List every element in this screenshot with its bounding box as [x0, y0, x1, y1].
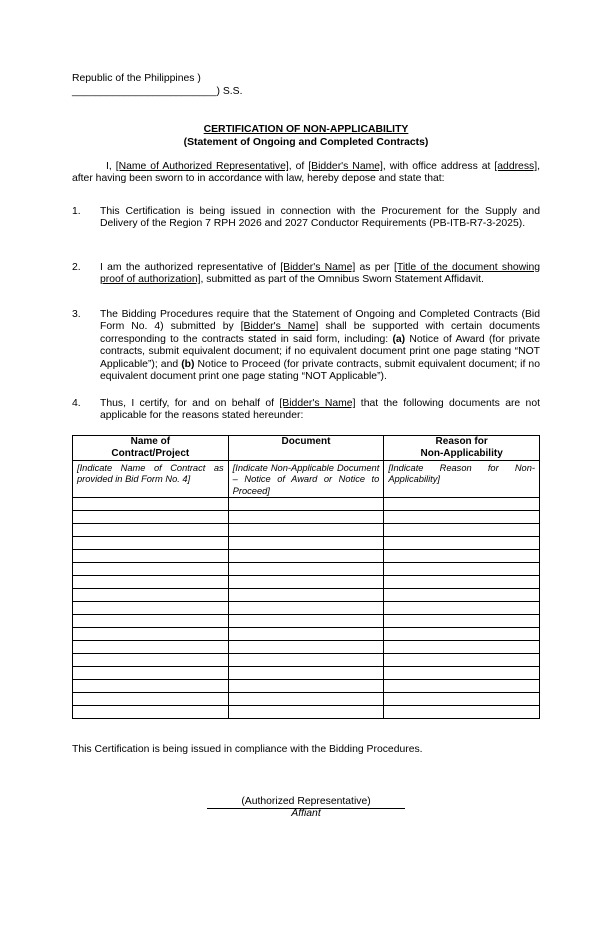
table-cell-reason[interactable] [384, 667, 540, 680]
document-title: CERTIFICATION OF NON-APPLICABILITY [203, 124, 409, 135]
venue-blank: _________________________ [72, 86, 217, 97]
affiant-label: Affiant [291, 808, 321, 819]
table-cell-reason[interactable] [384, 693, 540, 706]
guide-document-cell[interactable]: [Indicate Non-Applicable Document – Notice of Award or Notice to Proceed] [228, 461, 384, 498]
table-cell-document[interactable] [228, 654, 384, 667]
table-cell-document[interactable] [228, 511, 384, 524]
item-4-text-1: Thus, I certify, for and on behalf of [100, 398, 280, 409]
table-cell-contract[interactable] [73, 563, 229, 576]
bidder-name-placeholder: [Bidder's Name] [308, 161, 383, 172]
table-row [73, 550, 540, 563]
item-2-number: 2. [72, 262, 81, 273]
table-cell-contract[interactable] [73, 680, 229, 693]
table-cell-document[interactable] [228, 667, 384, 680]
table-cell-document[interactable] [228, 550, 384, 563]
table-cell-reason[interactable] [384, 615, 540, 628]
table-cell-contract[interactable] [73, 654, 229, 667]
table-cell-contract[interactable] [73, 511, 229, 524]
table-cell-document[interactable] [228, 628, 384, 641]
table-row [73, 628, 540, 641]
table-cell-contract[interactable] [73, 576, 229, 589]
item-4-number: 4. [72, 398, 81, 409]
table-cell-document[interactable] [228, 615, 384, 628]
table-cell-reason[interactable] [384, 524, 540, 537]
intro-text-1: I, [106, 161, 116, 172]
table-row [73, 641, 540, 654]
table-cell-contract[interactable] [73, 706, 229, 719]
item-3-text-3: Notice of Award (for private contracts, submit equivalent document; if no equivalent document print one page stating “NOT Applicable”); and [100, 333, 540, 370]
item-3-text-2: shall be supported with certain documents corresponding to the contracts stated in said form, including: [100, 321, 540, 345]
header-contract-line-2: Contract/Project [111, 447, 190, 459]
header-contract-line-1: Name of [130, 436, 171, 447]
table-cell-contract[interactable] [73, 537, 229, 550]
table-cell-contract[interactable] [73, 602, 229, 615]
table-cell-reason[interactable] [384, 680, 540, 693]
header-reason [384, 436, 540, 461]
table-cell-document[interactable] [228, 524, 384, 537]
table-cell-reason[interactable] [384, 550, 540, 563]
item-2-bidder-placeholder: [Bidder's Name] [280, 262, 356, 273]
table-cell-contract[interactable] [73, 524, 229, 537]
table-row [73, 511, 540, 524]
venue-line-1: Republic of the Philippines ) [72, 73, 201, 84]
item-3-text-1: The Bidding Procedures require that the Statement of Ongoing and Completed Contracts (Bid Form No. 4) submitted by [100, 309, 540, 333]
table-row [73, 680, 540, 693]
table-row [73, 537, 540, 550]
signature-name: (Authorized Representative) [241, 796, 371, 807]
table-cell-reason[interactable] [384, 563, 540, 576]
item-3-bidder-placeholder: [Bidder's Name] [240, 321, 319, 333]
item-2-text-2: as per [355, 262, 395, 273]
table-row [73, 615, 540, 628]
header-reason-line-1: Reason for [435, 436, 488, 447]
table-guide-row [73, 461, 540, 498]
table-cell-contract[interactable] [73, 693, 229, 706]
item-4-text-2: that the following documents are not applicable for the reasons stated hereunder: [100, 398, 540, 422]
guide-contract-cell[interactable]: [Indicate Name of Contract as provided in Bid Form No. 4] [73, 461, 229, 498]
intro-text-3: , with office address at [382, 161, 495, 172]
table-cell-reason[interactable] [384, 589, 540, 602]
table-row [73, 693, 540, 706]
intro-paragraph [72, 161, 540, 186]
header-document-line-1: Document [281, 436, 331, 447]
table-cell-document[interactable] [228, 589, 384, 602]
item-4-bidder-placeholder: [Bidder's Name] [279, 398, 356, 409]
table-cell-document[interactable] [228, 576, 384, 589]
table-cell-reason[interactable] [384, 576, 540, 589]
address-placeholder: [address] [494, 161, 538, 172]
table-cell-contract[interactable] [73, 589, 229, 602]
item-1-text: This Certification is being issued in connection with the Procurement for the Supply and Delivery of the Region 7 RPH 2026 and 2027 Conductor Requirements (PB-ITB-R7-3-2025). [100, 206, 540, 230]
document-subtitle: (Statement of Ongoing and Completed Contracts) [183, 137, 429, 148]
guide-reason-cell[interactable]: [Indicate Reason for Non-Applicability] [384, 461, 540, 498]
table-cell-contract[interactable] [73, 550, 229, 563]
table-cell-contract[interactable] [73, 628, 229, 641]
item-2-text [100, 262, 540, 287]
table-cell-reason[interactable] [384, 537, 540, 550]
table-row [73, 654, 540, 667]
table-cell-document[interactable] [228, 641, 384, 654]
item-4-text [100, 398, 540, 423]
item-3-text [100, 309, 540, 383]
intro-text-2: , of [288, 161, 309, 172]
table-row [73, 589, 540, 602]
table-row [73, 563, 540, 576]
table-cell-document[interactable] [228, 563, 384, 576]
table-cell-reason[interactable] [384, 641, 540, 654]
item-3-label-b: (b) [181, 358, 195, 370]
table-cell-reason[interactable] [384, 602, 540, 615]
intro-text-4: , after having been sworn to in accordance with law, hereby depose and state that: [72, 161, 541, 185]
table-cell-document[interactable] [228, 680, 384, 693]
table-row [73, 576, 540, 589]
table-header-row [73, 436, 540, 461]
closing-statement: This Certification is being issued in compliance with the Bidding Procedures. [72, 744, 423, 755]
item-2-text-1: I am the authorized representative of [100, 262, 281, 273]
representative-name-placeholder: [Name of Authorized Representative] [115, 161, 289, 172]
authorization-document-placeholder: [Title of the document showing proof of authorization] [100, 262, 541, 286]
table-row [73, 524, 540, 537]
table-row [73, 706, 540, 719]
venue-ss: ) S.S. [216, 86, 243, 97]
table-cell-reason[interactable] [384, 511, 540, 524]
table-cell-contract[interactable] [73, 641, 229, 654]
header-contract-project [73, 436, 229, 461]
table-row [73, 667, 540, 680]
header-reason-line-2: Non-Applicability [420, 447, 503, 459]
table-row [73, 498, 540, 511]
item-3-text-4: Notice to Proceed (for private contracts, submit equivalent document; if no equivalent document print one page stating “NOT Applicable”). [100, 358, 540, 383]
venue-line-2 [72, 86, 242, 98]
table-cell-contract[interactable] [73, 498, 229, 511]
item-1-number: 1. [72, 206, 81, 217]
table-cell-contract[interactable] [73, 615, 229, 628]
item-3-number: 3. [72, 309, 81, 320]
header-document [228, 436, 384, 461]
table-cell-document[interactable] [228, 498, 384, 511]
table-cell-reason[interactable] [384, 654, 540, 667]
table-cell-reason[interactable] [384, 498, 540, 511]
non-applicability-table [72, 435, 540, 719]
item-3-label-a: (a) [392, 333, 406, 345]
table-row [73, 602, 540, 615]
table-cell-document[interactable] [228, 693, 384, 706]
item-2-text-3: , submitted as part of the Omnibus Sworn Statement Affidavit. [200, 274, 484, 286]
table-cell-reason[interactable] [384, 628, 540, 641]
table-cell-document[interactable] [228, 706, 384, 719]
table-cell-document[interactable] [228, 537, 384, 550]
table-cell-contract[interactable] [73, 667, 229, 680]
table-cell-reason[interactable] [384, 706, 540, 719]
table-cell-document[interactable] [228, 602, 384, 615]
